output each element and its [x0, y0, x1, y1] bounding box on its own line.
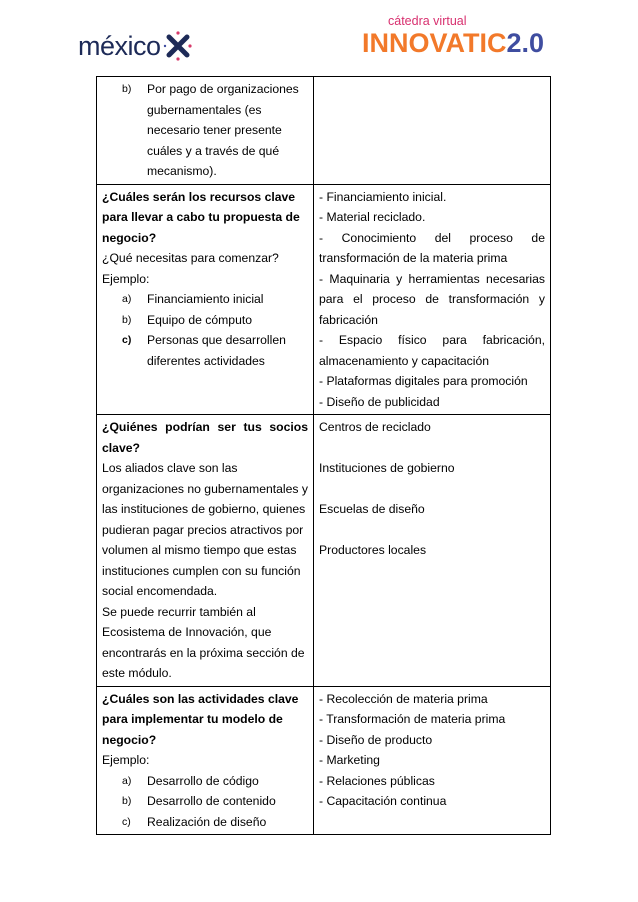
table-row [97, 415, 551, 687]
list-item [102, 812, 308, 833]
answer-line: - Espacio físico para fabricación, almacenamiento y capacitación [319, 333, 545, 368]
right-cell [314, 686, 551, 835]
list-marker: c) [122, 815, 131, 828]
answer-line: - Plataformas digitales para promoción [319, 374, 528, 388]
list-text: Personas que desarrollen diferentes actividades [147, 333, 286, 368]
question-description-extra: Se puede recurrir también al Ecosistema de Innovación, que encontrarás en la próxima sección de este módulo. [102, 604, 305, 680]
list-marker: a) [122, 293, 132, 305]
list-text: Desarrollo de contenido [147, 794, 276, 808]
table-row [97, 686, 551, 835]
mexico-logo-text: méxico [78, 30, 161, 61]
list-text: Realización de diseño [147, 814, 267, 829]
answer-line: - Recolección de materia prima [319, 691, 488, 706]
left-cell [97, 415, 314, 687]
list-marker: c) [122, 334, 132, 346]
partner-item: Centros de reciclado [319, 420, 431, 434]
answer-line: - Transformación de materia prima [319, 712, 506, 726]
answer-line: - Maquinaria y herramientas necesarias para el proceso de transformación y fabricación [319, 271, 545, 327]
left-cell [97, 184, 314, 415]
left-cell [97, 77, 314, 185]
list-text: Por pago de organizaciones gubernamentales (es necesario tener presente cuáles y a través de qué mecanismo). [147, 82, 299, 178]
list-text: Financiamiento inicial [147, 292, 264, 306]
list-item [102, 79, 308, 182]
example-label: Ejemplo: [102, 753, 150, 767]
x-star-icon [163, 31, 193, 61]
list-text: Equipo de cómputo [147, 312, 253, 327]
example-label: Ejemplo: [102, 271, 150, 286]
list-item [102, 310, 308, 331]
question-description: Los aliados clave son las organizaciones no gubernamentales y las instituciones de gobierno, quienes pudieran pagar precios atractivos por volumen al mismo tiempo que estas instituciones cumplen con su función social encomendada. [102, 461, 308, 598]
partner-item: Instituciones de gobierno [319, 461, 455, 475]
catedra-virtual-text: cátedra virtual [388, 14, 467, 28]
table-row [97, 184, 551, 415]
answer-line: - Financiamiento inicial. [319, 189, 447, 204]
innovatic-text: INNOVATIC [362, 28, 507, 58]
question-heading: ¿Cuáles serán los recursos clave para llevar a cabo tu propuesta de negocio? [102, 189, 300, 245]
answer-line: - Diseño de producto [319, 732, 433, 747]
answer-line: - Material reciclado. [319, 210, 426, 224]
innovatic-logo [360, 14, 560, 58]
mexico-x-logo [78, 26, 193, 66]
table-row [97, 77, 551, 185]
answer-line: - Diseño de publicidad [319, 394, 440, 409]
list-item [102, 771, 308, 792]
page-header [0, 0, 638, 72]
list-marker: b) [122, 313, 132, 326]
answer-line: - Relaciones públicas [319, 773, 435, 788]
list-text: Desarrollo de código [147, 773, 259, 788]
right-cell [314, 77, 551, 185]
right-cell [314, 415, 551, 687]
innovatic-version: 2.0 [506, 28, 545, 58]
list-marker: a) [122, 774, 132, 787]
answer-line: - Capacitación continua [319, 794, 447, 808]
list-marker: b) [122, 83, 132, 95]
list-item [102, 791, 308, 812]
question-prompt: ¿Qué necesitas para comenzar? [102, 251, 279, 265]
answer-line: - Marketing [319, 753, 380, 767]
partner-item: Productores locales [319, 543, 427, 557]
partner-item: Escuelas de diseño [319, 502, 425, 516]
question-heading: ¿Quiénes podrían ser tus socios clave? [102, 420, 308, 455]
question-heading: ¿Cuáles son las actividades clave para implementar tu modelo de negocio? [102, 691, 299, 747]
list-item [102, 289, 308, 310]
business-model-table [96, 76, 551, 835]
right-cell [314, 184, 551, 415]
answer-line: - Conocimiento del proceso de transformación de la materia prima [319, 230, 545, 265]
innovatic-wordmark [362, 28, 544, 59]
left-cell [97, 686, 314, 835]
list-marker: b) [122, 795, 132, 807]
list-item [102, 330, 308, 371]
